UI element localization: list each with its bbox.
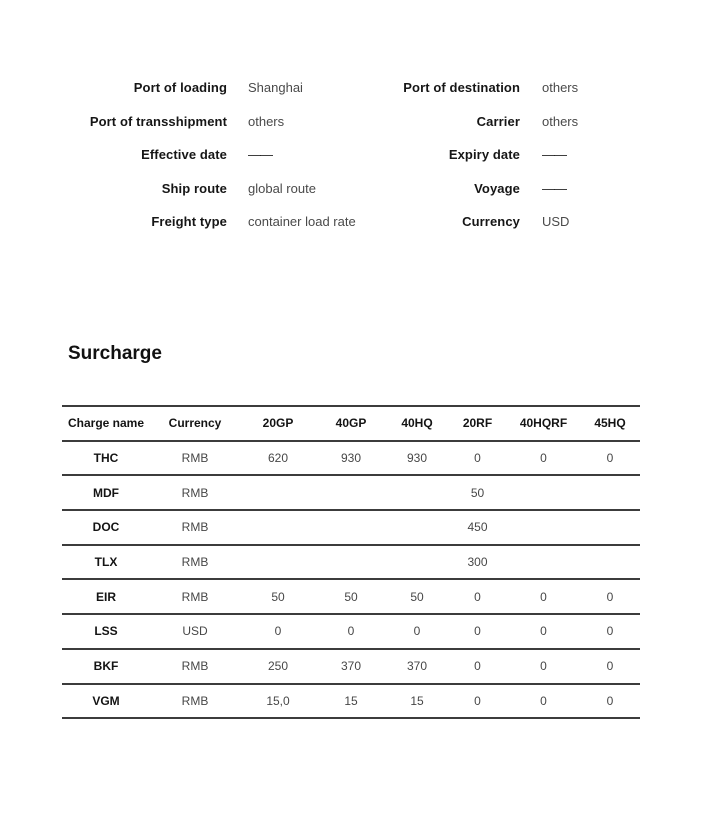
field-value: global route: [248, 180, 316, 196]
charge-name-cell: BKF: [93, 659, 119, 674]
rate-cell: 0: [540, 693, 547, 708]
surcharge-table-head: [62, 406, 640, 441]
rate-cell: [386, 545, 448, 580]
field-value: ——: [248, 147, 272, 163]
table-row: [62, 649, 640, 684]
column-header: 20GP: [262, 416, 294, 431]
rate-cell: 300: [467, 555, 488, 570]
currency-cell: RMB: [181, 693, 209, 708]
currency-cell: USD: [182, 624, 208, 639]
rate-cell: [240, 475, 316, 510]
surcharge-table-container: [62, 405, 640, 719]
rate-cell: [507, 475, 580, 510]
table-row: [62, 579, 640, 614]
rate-cell: 370: [340, 659, 362, 674]
table-row: [62, 614, 640, 649]
rate-cell: [580, 475, 640, 510]
table-row: [62, 545, 640, 580]
field-label: Voyage: [474, 180, 520, 196]
field-label: Port of destination: [403, 80, 520, 96]
field-value: others: [542, 80, 579, 96]
rate-cell: 50: [470, 485, 485, 500]
shipment-info-row: [0, 71, 702, 105]
field-label: Currency: [462, 214, 520, 230]
rate-cell: 0: [540, 659, 547, 674]
rate-cell: [386, 510, 448, 545]
rate-cell: 0: [474, 451, 481, 466]
charge-name-cell: EIR: [95, 589, 116, 604]
column-header: 40HQ: [401, 416, 433, 431]
rate-cell: 450: [467, 520, 488, 535]
field-value: Shanghai: [248, 80, 303, 96]
currency-cell: RMB: [181, 485, 209, 500]
rate-cell: 15: [410, 693, 424, 708]
currency-cell: RMB: [181, 555, 209, 570]
rate-cell: [316, 475, 386, 510]
rate-cell: 0: [274, 624, 282, 639]
field-value: others: [248, 113, 285, 129]
rate-cell: 0: [606, 451, 614, 466]
charge-name-cell: DOC: [92, 520, 120, 535]
surcharge-table: [62, 405, 640, 719]
rate-cell: [316, 545, 386, 580]
rate-cell: 0: [474, 589, 481, 604]
rate-cell: 250: [267, 659, 289, 674]
rate-cell: 15: [344, 693, 358, 708]
field-label: Freight type: [151, 214, 227, 230]
surcharge-section-title: Surcharge: [68, 343, 162, 364]
rate-cell: 0: [606, 589, 614, 604]
table-row: [62, 684, 640, 719]
rate-cell: 50: [344, 589, 358, 604]
field-value: ——: [542, 180, 566, 196]
rate-cell: [240, 545, 316, 580]
field-value: others: [542, 113, 579, 129]
column-header: 20RF: [462, 416, 493, 431]
table-row: [62, 475, 640, 510]
column-header: 40HQRF: [519, 416, 568, 431]
currency-cell: RMB: [181, 451, 209, 466]
column-header: 45HQ: [594, 416, 626, 431]
surcharge-table-header-row: [62, 406, 640, 441]
rate-cell: 620: [267, 451, 289, 466]
field-value: USD: [542, 214, 570, 230]
field-label: Port of loading: [133, 80, 227, 96]
rate-cell: 0: [540, 624, 547, 639]
rate-cell: 0: [540, 589, 547, 604]
currency-cell: RMB: [181, 589, 209, 604]
rate-cell: [240, 510, 316, 545]
rate-cell: [580, 510, 640, 545]
column-header: 40GP: [335, 416, 367, 431]
shipment-info-row: [0, 172, 702, 206]
rate-cell: 0: [606, 624, 614, 639]
table-row: [62, 441, 640, 476]
shipment-info-row: [0, 205, 702, 239]
field-label: Port of transshipment: [89, 113, 227, 129]
rate-cell: 0: [347, 624, 355, 639]
shipment-info-row: [0, 138, 702, 172]
column-header: Charge name: [67, 416, 145, 431]
rate-cell: 0: [474, 624, 481, 639]
field-value: ——: [542, 147, 566, 163]
rate-cell: [507, 545, 580, 580]
shipment-info-section: [0, 71, 702, 239]
rate-cell: 370: [406, 659, 428, 674]
field-label: Effective date: [141, 147, 227, 163]
currency-cell: RMB: [181, 520, 209, 535]
rate-cell: [386, 475, 448, 510]
charge-name-cell: MDF: [93, 485, 119, 500]
rate-cell: 0: [606, 659, 614, 674]
shipment-info-row: [0, 105, 702, 139]
rate-cell: 50: [410, 589, 424, 604]
rate-cell: 0: [606, 693, 614, 708]
rate-cell: 930: [340, 451, 362, 466]
rate-cell: 0: [474, 659, 481, 674]
field-value: container load rate: [248, 214, 356, 230]
column-header: Currency: [168, 416, 222, 431]
charge-name-cell: LSS: [94, 624, 118, 639]
field-label: Carrier: [476, 113, 520, 129]
rate-cell: 50: [271, 589, 285, 604]
rate-cell: 0: [413, 624, 421, 639]
rate-cell: 15,0: [266, 693, 290, 708]
charge-name-cell: THC: [93, 451, 119, 466]
rate-cell: 0: [540, 451, 547, 466]
charge-name-cell: VGM: [92, 693, 120, 708]
rate-cell: [580, 545, 640, 580]
field-label: Ship route: [161, 180, 227, 196]
table-row: [62, 510, 640, 545]
surcharge-table-body: [62, 441, 640, 719]
charge-name-cell: TLX: [94, 555, 118, 570]
rate-cell: 0: [474, 693, 481, 708]
rate-cell: [316, 510, 386, 545]
currency-cell: RMB: [181, 659, 209, 674]
rate-cell: [507, 510, 580, 545]
field-label: Expiry date: [448, 147, 520, 163]
rate-cell: 930: [406, 451, 428, 466]
